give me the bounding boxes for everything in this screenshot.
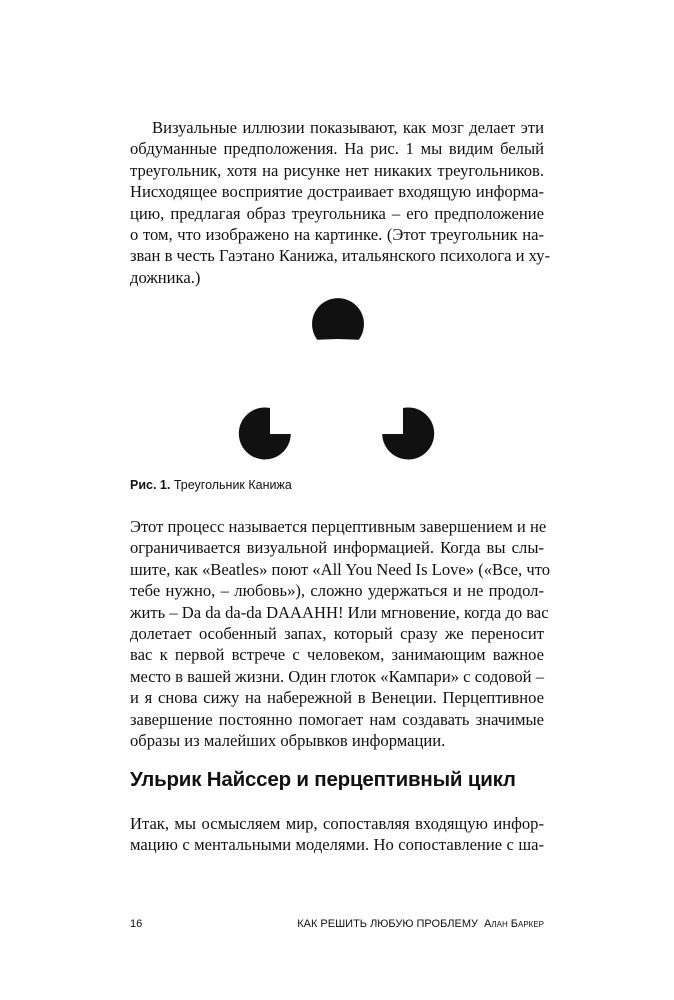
running-title	[297, 918, 544, 930]
section-heading: Ульрик Найссер и перцептивный цикл	[130, 768, 516, 791]
caption-label: Рис. 1.	[130, 478, 171, 492]
text-line: цию, предлагая образ треугольника – его предположение	[130, 203, 544, 223]
text-line: место в вашей жизни. Один глоток «Кампари» с содовой –	[130, 666, 544, 686]
text-line: обдуманные предположения. На рис. 1 мы видим белый	[130, 139, 544, 159]
kanizsa-triangle-figure	[235, 284, 445, 469]
text-line: шите, как «Beatles» поют «All You Need Is Love» («Все, что	[130, 559, 551, 579]
page-footer	[130, 918, 544, 934]
text-line: завершение постоянно помогает нам создавать значимые	[130, 709, 544, 729]
text-line: тебе нужно, – любовь»), сложно удержаться и не продол-	[130, 581, 544, 601]
figure-caption	[130, 478, 292, 492]
text-line: жить – Da da da-da DAAAHH! Или мгновение, когда до вас	[130, 602, 549, 622]
text-line: треугольник, хотя на рисунке нет никаких треугольников.	[130, 160, 544, 180]
paragraph-perceptual-completion	[130, 516, 551, 751]
page-number: 16	[130, 918, 143, 930]
text-line: и я снова сижу на набережной в Венеции. Перцептивное	[130, 688, 544, 708]
text-line: зван в честь Гаэтано Канижа, итальянского психолога и ху-	[130, 246, 551, 266]
text-line: образы из малейших обрывков информации.	[130, 731, 446, 751]
paragraph-illusions	[130, 117, 551, 288]
pacman-bottom-right	[382, 407, 434, 459]
pacman-top	[312, 298, 364, 340]
text-line: Итак, мы осмысляем мир, сопоставляя входящую инфор-	[130, 814, 544, 833]
author-name: Алан Баркер	[484, 918, 544, 930]
caption-text: Треугольник Канижа	[170, 478, 292, 492]
text-line: Визуальные иллюзии показывают, как мозг делает эти	[152, 118, 544, 137]
text-line: долетает особенный запах, который сразу же переносит	[130, 624, 544, 644]
text-line: мацию с ментальными моделями. Но сопоставление с ша-	[130, 835, 544, 855]
book-title: КАК РЕШИТЬ ЛЮБУЮ ПРОБЛЕМУ	[297, 918, 479, 930]
text-line: ограничивается визуальной информацией. Когда вы слы-	[130, 538, 544, 558]
text-line: вас к первой встрече с человеком, занимающим важное	[130, 645, 544, 665]
text-line: о том, что изображено на картинке. (Этот треугольник на-	[130, 225, 544, 245]
paragraph-matching	[130, 813, 544, 856]
text-line: Этот процесс называется перцептивным завершением и не	[130, 517, 547, 536]
text-line: Нисходящее восприятие достраивает входящую информа-	[130, 182, 544, 202]
pacman-bottom-left	[239, 407, 291, 459]
text-line: дожника.)	[130, 267, 201, 287]
